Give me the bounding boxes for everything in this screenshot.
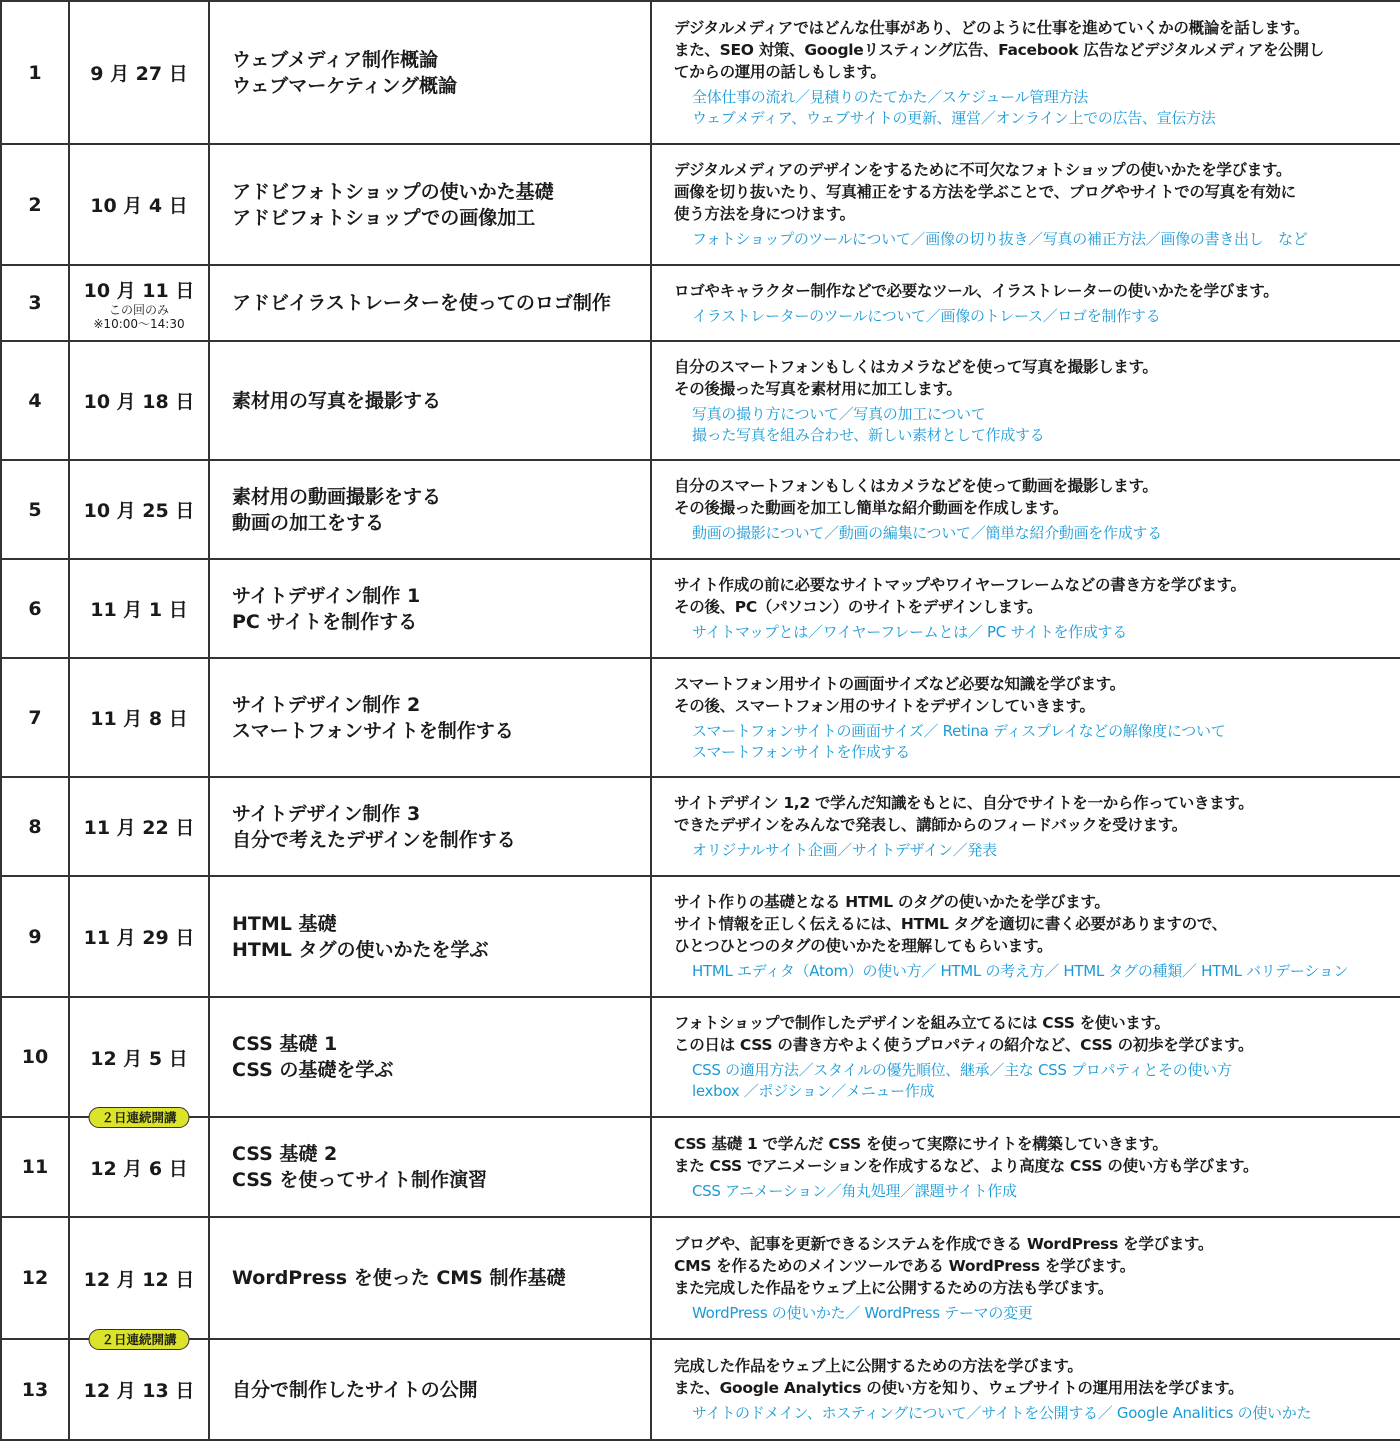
session-title [209,777,651,876]
session-date: 11 月 1 日 [90,599,188,621]
session-date: 9 月 27 日 [90,63,188,85]
description-line: サイト作りの基礎となる HTML のタグの使いかたを学びます。 [674,893,1110,911]
session-number: 5 [1,460,69,559]
description-line: ロゴやキャラクター制作などで必要なツール、イラストレーターの使いかたを学びます。 [674,281,1279,300]
session-date-cell [69,341,209,460]
description-line: フォトショップで制作したデザインを組み立てるには CSS を使います。 [674,1014,1170,1032]
session-title-line: CSS を使ってサイト制作演習 [232,1169,488,1191]
table-row [1,460,1400,559]
session-date-cell [69,265,209,341]
session-title-line: 素材用の動画撮影をする [232,485,442,508]
description-line: サイト作成の前に必要なサイトマップやワイヤーフレームなどの書き方を学びます。 [674,576,1246,594]
description-line: できたデザインをみんなで発表し、講師からのフィードバックを受けます。 [674,816,1187,834]
session-description [651,1339,1400,1440]
consecutive-badge: ２日連続開講 [88,1329,189,1350]
session-date-cell [69,876,209,997]
session-title-line: アドビイラストレーターを使ってのロゴ制作 [232,292,611,314]
session-title-line: PC サイトを制作する [232,610,418,633]
session-title [209,144,651,265]
topic-list [674,306,1400,327]
topic-line: CSS の適用方法／スタイルの優先順位、継承／主な CSS プロパティとその使い方 [692,1061,1232,1079]
topic-list [674,1403,1400,1424]
session-date: 12 月 13 日 [83,1380,195,1402]
session-date: 10 月 25 日 [83,500,195,522]
table-row [1,997,1400,1117]
session-number: 6 [1,559,69,658]
session-title-line: スマートフォンサイトを制作する [232,719,514,742]
session-description [651,777,1400,876]
session-date-note: ※10:00〜14:30 [93,316,185,331]
session-number: 2 [1,144,69,265]
topic-list [674,1303,1400,1324]
session-number: 4 [1,341,69,460]
session-title-line: WordPress を使った CMS 制作基礎 [232,1267,566,1289]
topic-line: 動画の撮影について／動画の編集について／簡単な紹介動画を作成する [692,524,1162,542]
topic-list [674,1060,1400,1102]
topic-list [674,229,1400,250]
session-title-line: 自分で考えたデザインを制作する [232,828,516,851]
table-row [1,1339,1400,1440]
session-title-line: アドビフォトショップでの画像加工 [232,206,536,229]
session-title [209,658,651,777]
topic-line: CSS アニメーション／角丸処理／課題サイト作成 [692,1181,1017,1200]
topic-line: 撮った写真を組み合わせ、新しい素材として作成する [692,425,1045,444]
topic-list [674,622,1400,643]
table-row [1,1117,1400,1217]
session-date-cell [69,997,209,1117]
topic-line: スマートフォンサイトの画面サイズ／ Retina ディスプレイなどの解像度について [692,721,1226,740]
session-number: 7 [1,658,69,777]
table-row [1,341,1400,460]
session-date-cell [69,777,209,876]
session-date-cell [69,1110,209,1217]
session-number: 13 [1,1339,69,1440]
topic-list [674,1181,1400,1202]
session-title [209,997,651,1117]
topic-list [674,404,1400,446]
session-date: 12 月 5 日 [90,1047,188,1070]
table-row [1,265,1400,341]
topic-line: サイトマップとは／ワイヤーフレームとは／ PC サイトを作成する [692,623,1127,641]
session-description [651,658,1400,777]
session-date-cell [69,1332,209,1440]
session-title [209,1117,651,1217]
topic-line: WordPress の使いかた／ WordPress テーマの変更 [692,1303,1033,1322]
session-title [209,1217,651,1339]
description-line: デジタルメディアではどんな仕事があり、どのように仕事を進めていくかの概論を話します。 [674,18,1309,37]
schedule-body [1,1,1400,1440]
session-description [651,559,1400,658]
description-line: ブログや、記事を更新できるシステムを作成できる WordPress を学びます。 [674,1234,1214,1253]
topic-list [674,87,1400,129]
description-line: デジタルメディアのデザインをするために不可欠なフォトショップの使いかたを学びます。 [674,161,1292,179]
session-date-cell [69,1,209,144]
description-line: 使う方法を身につけます。 [674,205,855,223]
table-row [1,144,1400,265]
topic-line: イラストレーターのツールについて／画像のトレース／ロゴを制作する [692,306,1161,325]
session-title-line: HTML 基礎 [232,912,337,935]
session-title-line: アドビフォトショップの使いかた基礎 [232,180,554,203]
topic-line: オリジナルサイト企画／サイトデザイン／発表 [692,841,997,859]
session-description [651,876,1400,997]
table-row [1,876,1400,997]
topic-line: ウェブメディア、ウェブサイトの更新、運営／オンライン上での広告、宣伝方法 [692,108,1216,127]
description-line: てからの運用の話しもします。 [674,62,886,81]
session-title-line: CSS 基礎 1 [232,1033,338,1055]
description-line: その後撮った動画を加工し簡単な紹介動画を作成します。 [674,499,1068,517]
session-description [651,1217,1400,1339]
description-line: サイトデザイン 1,2 で学んだ知識をもとに、自分でサイトを一から作っていきます。 [674,794,1254,812]
table-row [1,1,1400,144]
session-date: 12 月 12 日 [83,1268,195,1291]
session-number: 1 [1,1,69,144]
table-row [1,658,1400,777]
session-title-line: サイトデザイン制作 2 [232,693,421,716]
consecutive-badge: ２日連続開講 [88,1107,189,1128]
session-number: 10 [1,997,69,1117]
session-title [209,460,651,559]
table-row [1,777,1400,876]
description-line: また、SEO 対策、Googleリスティング広告、Facebook 広告などデジタルメディアを公開し [674,40,1324,59]
session-title-line: サイトデザイン制作 3 [232,802,421,825]
session-date-cell [69,1217,209,1339]
session-date-cell [69,559,209,658]
table-row [1,559,1400,658]
description-line: また、Google Analytics の使い方を知り、ウェブサイトの運用用法を学びます。 [674,1379,1244,1397]
topic-list [674,961,1400,982]
session-title [209,265,651,341]
topic-list [674,721,1400,763]
description-line: CSS 基礎 1 で学んだ CSS を使って実際にサイトを構築していきます。 [674,1134,1168,1153]
description-line: 画像を切り抜いたり、写真補正をする方法を学ぶことで、ブログやサイトでの写真を有効に [674,183,1296,201]
session-title-line: 動画の加工をする [232,511,385,534]
description-line: ひとつひとつのタグの使いかたを理解してもらいます。 [674,937,1053,955]
session-description [651,265,1400,341]
topic-line: HTML エディタ（Atom）の使い方／ HTML の考え方／ HTML タグの種類／ HTML バリデーション [692,962,1349,980]
description-line: 自分のスマートフォンもしくはカメラなどを使って動画を撮影します。 [674,477,1158,495]
topic-line: 全体仕事の流れ／見積りのたてかた／スケジュール管理方法 [692,87,1089,106]
topic-line: フォトショップのツールについて／画像の切り抜き／写真の補正方法／画像の書き出し など [692,230,1308,248]
description-line: また CSS でアニメーションを作成するなど、より高度な CSS の使い方も学びます。 [674,1156,1259,1175]
description-line: 完成した作品をウェブ上に公開するための方法を学びます。 [674,1357,1083,1375]
session-description [651,1117,1400,1217]
description-line: CMS を作るためのメインツールである WordPress を学びます。 [674,1256,1135,1275]
session-description [651,1,1400,144]
session-date-cell [69,658,209,777]
topic-line: lexbox ／ポジション／メニュー作成 [692,1082,935,1100]
session-description [651,997,1400,1117]
description-line: その後撮った写真を素材用に加工します。 [674,379,962,398]
session-description [651,460,1400,559]
session-title-line: CSS の基礎を学ぶ [232,1059,394,1081]
session-title-line: 素材用の写真を撮影する [232,389,442,412]
session-title-line: 自分で制作したサイトの公開 [232,1378,478,1401]
session-date: 10 月 4 日 [90,195,188,217]
session-number: 9 [1,876,69,997]
topic-line: 写真の撮り方について／写真の加工について [692,404,986,423]
description-line: また完成した作品をウェブ上に公開するための方法も学びます。 [674,1278,1113,1297]
session-date-cell [69,460,209,559]
session-title [209,559,651,658]
description-line: この日は CSS の書き方やよく使うプロパティの紹介など、CSS の初歩を学びます。 [674,1036,1254,1054]
session-title-line: サイトデザイン制作 1 [232,584,421,607]
session-number: 11 [1,1117,69,1217]
session-date: 12 月 6 日 [90,1157,188,1180]
session-date: 11 月 29 日 [83,927,195,949]
topic-line: スマートフォンサイトを作成する [692,742,910,761]
session-title [209,1,651,144]
description-line: サイト情報を正しく伝えるには、HTML タグを適切に書く必要がありますので、 [674,915,1227,933]
description-line: スマートフォン用サイトの画面サイズなど必要な知識を学びます。 [674,674,1125,693]
session-date: 10 月 18 日 [83,391,195,413]
session-title-line: CSS 基礎 2 [232,1143,338,1165]
session-title [209,341,651,460]
session-number: 8 [1,777,69,876]
description-line: その後、スマートフォン用のサイトをデザインしていきます。 [674,696,1095,715]
session-title [209,1339,651,1440]
topic-line: サイトのドメイン、ホスティングについて／サイトを公開する／ Google Analitics の使いかた [692,1404,1312,1422]
description-line: 自分のスマートフォンもしくはカメラなどを使って写真を撮影します。 [674,357,1158,376]
session-title [209,876,651,997]
session-date-note: この回のみ [108,302,169,317]
session-description [651,144,1400,265]
topic-list [674,523,1400,544]
session-description [651,341,1400,460]
session-number: 3 [1,265,69,341]
session-title-line: ウェブメディア制作概論 [232,48,438,71]
session-date: 11 月 22 日 [83,817,195,839]
session-date-cell [69,144,209,265]
session-title-line: ウェブマーケティング概論 [232,74,457,97]
topic-list [674,840,1400,861]
session-title-line: HTML タグの使いかたを学ぶ [232,938,489,961]
description-line: その後、PC（パソコン）のサイトをデザインします。 [674,598,1043,616]
session-number: 12 [1,1217,69,1339]
session-date: 10 月 11 日 [83,279,195,302]
session-date: 11 月 8 日 [90,708,188,730]
table-row [1,1217,1400,1339]
